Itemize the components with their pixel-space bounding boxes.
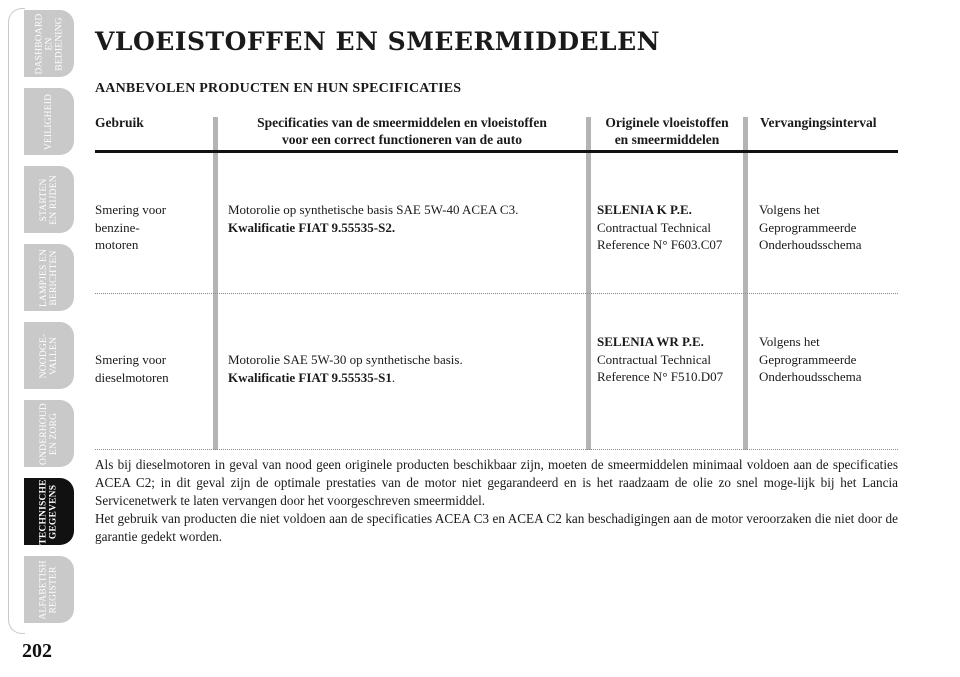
page-title: VLOEISTOFFEN EN SMEERMIDDELEN — [95, 27, 661, 56]
header-rule — [95, 150, 898, 153]
tab-technische-gegevens[interactable]: TECHNISCHE GEGEVENS — [24, 478, 74, 545]
tab-noodgevallen[interactable]: NOODGE- VALLEN — [24, 322, 74, 389]
tab-lampjes[interactable]: LAMPJES EN BERICHTEN — [24, 244, 74, 311]
row1-interval: Volgens het Geprogrammeerde Onderhoudsschema — [759, 202, 862, 252]
row2-specification: Motorolie SAE 5W-30 op synthetische basis. Kwalificatie FIAT 9.55535-S1. — [228, 352, 463, 385]
header-original-products: Originele vloeistoffen en smeermiddelen — [605, 115, 729, 147]
tab-onderhoud[interactable]: ONDERHOUD EN ZORG — [24, 400, 74, 467]
row-divider — [95, 293, 898, 294]
specifications-table — [95, 112, 898, 450]
row1-product: SELENIA K P.E. Contractual Technical Reference N° F603.C07 — [597, 202, 723, 252]
tab-bracket — [8, 8, 25, 634]
column-divider — [743, 117, 748, 450]
column-divider — [586, 117, 591, 450]
header-interval: Vervangingsinterval — [760, 115, 877, 130]
table-bottom-rule — [95, 449, 898, 450]
tab-starten[interactable]: STARTEN EN RIJDEN — [24, 166, 74, 233]
column-divider — [213, 117, 218, 450]
footnote — [95, 456, 898, 546]
tab-register[interactable]: ALFABETISH REGISTER — [24, 556, 74, 623]
row2-usage: Smering voor dieselmotoren — [95, 352, 169, 385]
tab-dashboard[interactable]: DASHBOARD EN BEDIENING — [24, 10, 74, 77]
tab-veiligheid[interactable]: VEILIGHEID — [24, 88, 74, 155]
row1-usage: Smering voor benzine- motoren — [95, 202, 167, 252]
row1-specification: Motorolie op synthetische basis SAE 5W-40 ACEA C3. Kwalificatie FIAT 9.55535-S2. — [228, 202, 519, 235]
footnote-paragraph: Als bij dieselmotoren in geval van nood geen originele producten beschikbaar zijn, moeten de smeermiddelen minimaal voldoen aan de specificaties ACEA C2; in dit geval zijn de optimale prestaties van de motor niet gegarandeerd en is het raadzaam de olie zo snel moge-lijk bij het Lancia Servicenetwerk te laten vervangen door het voorgeschreven smeermiddel. — [95, 457, 898, 508]
header-specifications: Specificaties van de smeermiddelen en vloeistoffen voor een correct functioneren van de auto — [257, 115, 547, 147]
row2-interval: Volgens het Geprogrammeerde Onderhoudsschema — [759, 334, 862, 384]
header-usage: Gebruik — [95, 115, 144, 130]
footnote-paragraph: Het gebruik van producten die niet voldoen aan de specificaties ACEA C3 en ACEA C2 kan beschadigingen aan de motor veroorzaken die niet door de garantie gedekt worden. — [95, 511, 898, 544]
section-subtitle: AANBEVOLEN PRODUCTEN EN HUN SPECIFICATIES — [95, 81, 462, 96]
row2-product: SELENIA WR P.E. Contractual Technical Reference N° F510.D07 — [597, 334, 724, 384]
page-number: 202 — [22, 640, 52, 662]
